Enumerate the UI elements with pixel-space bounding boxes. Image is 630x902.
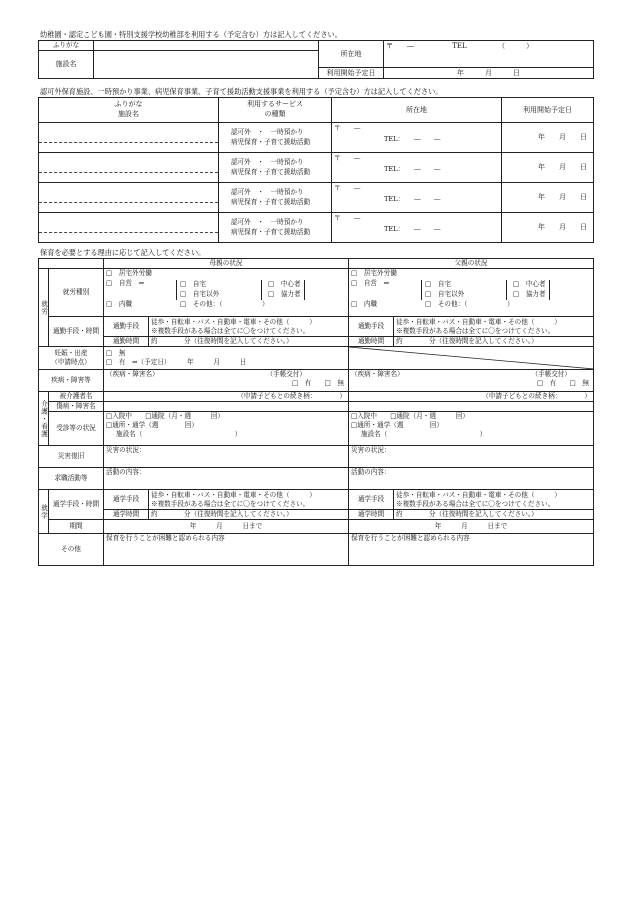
mother-school-time[interactable]: 約 分（往復時間を記入してください。）: [149, 510, 349, 520]
service-type-cell[interactable]: 認可外 ・ 一時預かり 病児保育・子育て援助活動: [219, 183, 332, 213]
col-header-name: ふりがな 施設名: [39, 98, 219, 123]
father-school-time-label: 通学時間: [349, 510, 394, 520]
period-label: 期間: [49, 520, 104, 534]
cared-illness-label: 傷病・障害名: [49, 402, 104, 412]
service-type-cell[interactable]: 認可外 ・ 一時預かり 病児保育・子育て援助活動: [219, 153, 332, 183]
reason-table: [38, 258, 594, 566]
facility-name-cell[interactable]: [39, 123, 219, 153]
care-label: 介護・看護: [39, 392, 49, 446]
header-blank: [39, 259, 104, 269]
mother-cared-name[interactable]: （申請子どもとの続き柄： ）: [104, 392, 349, 402]
mother-school-time-label: 通学時間: [104, 510, 149, 520]
work-label: 就労: [39, 269, 49, 347]
col-header-service: 利用するサービス の種類: [219, 98, 332, 123]
mother-pregnancy[interactable]: □ 無 □ 有 ⇒（予定日） 年 月 日: [104, 347, 349, 370]
service-type-cell[interactable]: 認可外 ・ 一時預かり 病児保育・子育て援助活動: [219, 213, 332, 243]
service-location-cell[interactable]: 〒 ― TEL： ― ―: [332, 123, 502, 153]
diagonal-line: [349, 347, 594, 369]
mother-illness[interactable]: （疾病・障害名） （手帳交付） □ 有 □ 無: [104, 370, 349, 392]
father-header: 父親の状況: [349, 259, 594, 269]
mother-jobseek[interactable]: 活動の内容：: [104, 468, 349, 490]
mother-commute-time-label: 通勤時間: [104, 337, 149, 347]
facility-name-cell[interactable]: [39, 183, 219, 213]
tel-label: TEL （ ）: [452, 42, 534, 50]
father-period[interactable]: 年 月 日まで: [349, 520, 594, 534]
location-field[interactable]: [384, 41, 594, 68]
pregnancy-label: 妊娠・出産 （申請時点）: [39, 347, 104, 370]
facility-name-cell[interactable]: [39, 213, 219, 243]
disaster-label: 災害復旧: [39, 446, 104, 468]
father-jobseek[interactable]: 活動の内容：: [349, 468, 594, 490]
jobseek-label: 求職活動等: [39, 468, 104, 490]
mother-disaster[interactable]: 災害の状況：: [104, 446, 349, 468]
father-school-time[interactable]: 約 分（往復時間を記入してください。）: [394, 510, 594, 520]
mother-commute-means[interactable]: 徒歩・自転車・バス・自動車・電車・その他（ ） ※複数手段がある場合は全てに〇をつけてください。: [149, 317, 349, 337]
kindergarten-table: [38, 40, 594, 79]
col-header-start: 利用開始予定日: [502, 98, 594, 123]
facility-name-label: 施設名: [39, 51, 94, 79]
father-other[interactable]: 保育を行うことが困難と認められる内容: [349, 534, 594, 566]
school-label: 就学: [39, 490, 49, 534]
mother-other[interactable]: 保育を行うことが困難と認められる内容: [104, 534, 349, 566]
section3-title: 保育を必要とする理由に応じて記入してください。: [40, 248, 206, 257]
facility-name-field[interactable]: [94, 51, 319, 79]
work-type-label: 就労種別: [49, 269, 104, 317]
mother-cared-illness[interactable]: [104, 402, 349, 412]
father-illness[interactable]: （疾病・障害名） （手帳交付） □ 有 □ 無: [349, 370, 594, 392]
furigana-label: ふりがな: [39, 41, 94, 51]
father-pregnancy-na: [349, 347, 594, 370]
furigana-field[interactable]: [94, 41, 319, 51]
col-header-location: 所在地: [332, 98, 502, 123]
facility-name-cell[interactable]: [39, 153, 219, 183]
service-row: [39, 183, 594, 213]
service-location-cell[interactable]: 〒 ― TEL： ― ―: [332, 153, 502, 183]
service-row: [39, 213, 594, 243]
father-school-means-label: 通学手段: [349, 490, 394, 510]
commute-label: 通勤手段・時間: [49, 317, 104, 347]
mother-school-means[interactable]: 徒歩・自転車・バス・自動車・電車・その他（ ） ※複数手段がある場合は全てに〇をつけてください。: [149, 490, 349, 510]
school-means-time-label: 通学手段・時間: [49, 490, 104, 520]
mother-header: 母親の状況: [104, 259, 349, 269]
other-label: その他: [39, 534, 104, 566]
service-start-cell[interactable]: 年 月 日: [502, 213, 594, 243]
mother-visit-status[interactable]: □入院中 □通院（月・週 回） □通所・通学（週 回） 施設名（ ）: [104, 412, 349, 446]
mother-school-means-label: 通学手段: [104, 490, 149, 510]
illness-label: 疾病・障害等: [39, 370, 104, 392]
mother-commute-time[interactable]: 約 分（往復時間を記入してください。）: [149, 337, 349, 347]
father-school-means[interactable]: 徒歩・自転車・バス・自動車・電車・その他（ ） ※複数手段がある場合は全てに〇をつけてください。: [394, 490, 594, 510]
father-disaster[interactable]: 災害の状況：: [349, 446, 594, 468]
service-row: [39, 153, 594, 183]
section2-title: 認可外保育施設、一時預かり事業、病児保育事業、子育て援助活動支援事業を利用する（予定含む）方は記入してください。: [40, 87, 443, 96]
mother-work-type[interactable]: □ 居宅外労働 □ 自営 ⇒ □ 自宅 □ 自宅以外 □ 中心者 □ 協力者 □ 内職 □ その他：（ ）: [104, 269, 349, 317]
father-cared-name[interactable]: （申請子どもとの続き柄： ）: [349, 392, 594, 402]
location-label: 所在地: [319, 41, 384, 68]
father-commute-time[interactable]: 約 分（往復時間を記入してください。）: [394, 337, 594, 347]
childcare-service-table: [38, 97, 594, 243]
service-start-cell[interactable]: 年 月 日: [502, 123, 594, 153]
father-commute-time-label: 通勤時間: [349, 337, 394, 347]
start-date-field[interactable]: 年 月 日: [384, 68, 594, 79]
father-work-type[interactable]: □ 居宅外労働 □ 自営 ⇒ □ 自宅 □ 自宅以外 □ 中心者 □ 協力者 □ 内職 □ その他：（ ）: [349, 269, 594, 317]
father-visit-status[interactable]: □入院中 □通院（月・週 回） □通所・通学（週 回） 施設名（ ）: [349, 412, 594, 446]
service-type-cell[interactable]: 認可外 ・ 一時預かり 病児保育・子育て援助活動: [219, 123, 332, 153]
section1-title: 幼稚園・認定こども園・特別支援学校幼稚部を利用する（予定含む）方は記入してください。: [40, 30, 342, 39]
service-start-cell[interactable]: 年 月 日: [502, 183, 594, 213]
service-start-cell[interactable]: 年 月 日: [502, 153, 594, 183]
start-date-label: 利用開始予定日: [319, 68, 384, 79]
service-location-cell[interactable]: 〒 ― TEL： ― ―: [332, 213, 502, 243]
father-cared-illness[interactable]: [349, 402, 594, 412]
mother-commute-means-label: 通勤手段: [104, 317, 149, 337]
postal-label: 〒 ―: [386, 42, 414, 50]
service-row: [39, 123, 594, 153]
service-location-cell[interactable]: 〒 ― TEL： ― ―: [332, 183, 502, 213]
visit-status-label: 受診等の状況: [49, 412, 104, 446]
father-commute-means-label: 通勤手段: [349, 317, 394, 337]
mother-period[interactable]: 年 月 日まで: [104, 520, 349, 534]
father-commute-means[interactable]: 徒歩・自転車・バス・自動車・電車・その他（ ） ※複数手段がある場合は全てに〇をつけてください。: [394, 317, 594, 337]
cared-name-label: 被介護者名: [49, 392, 104, 402]
